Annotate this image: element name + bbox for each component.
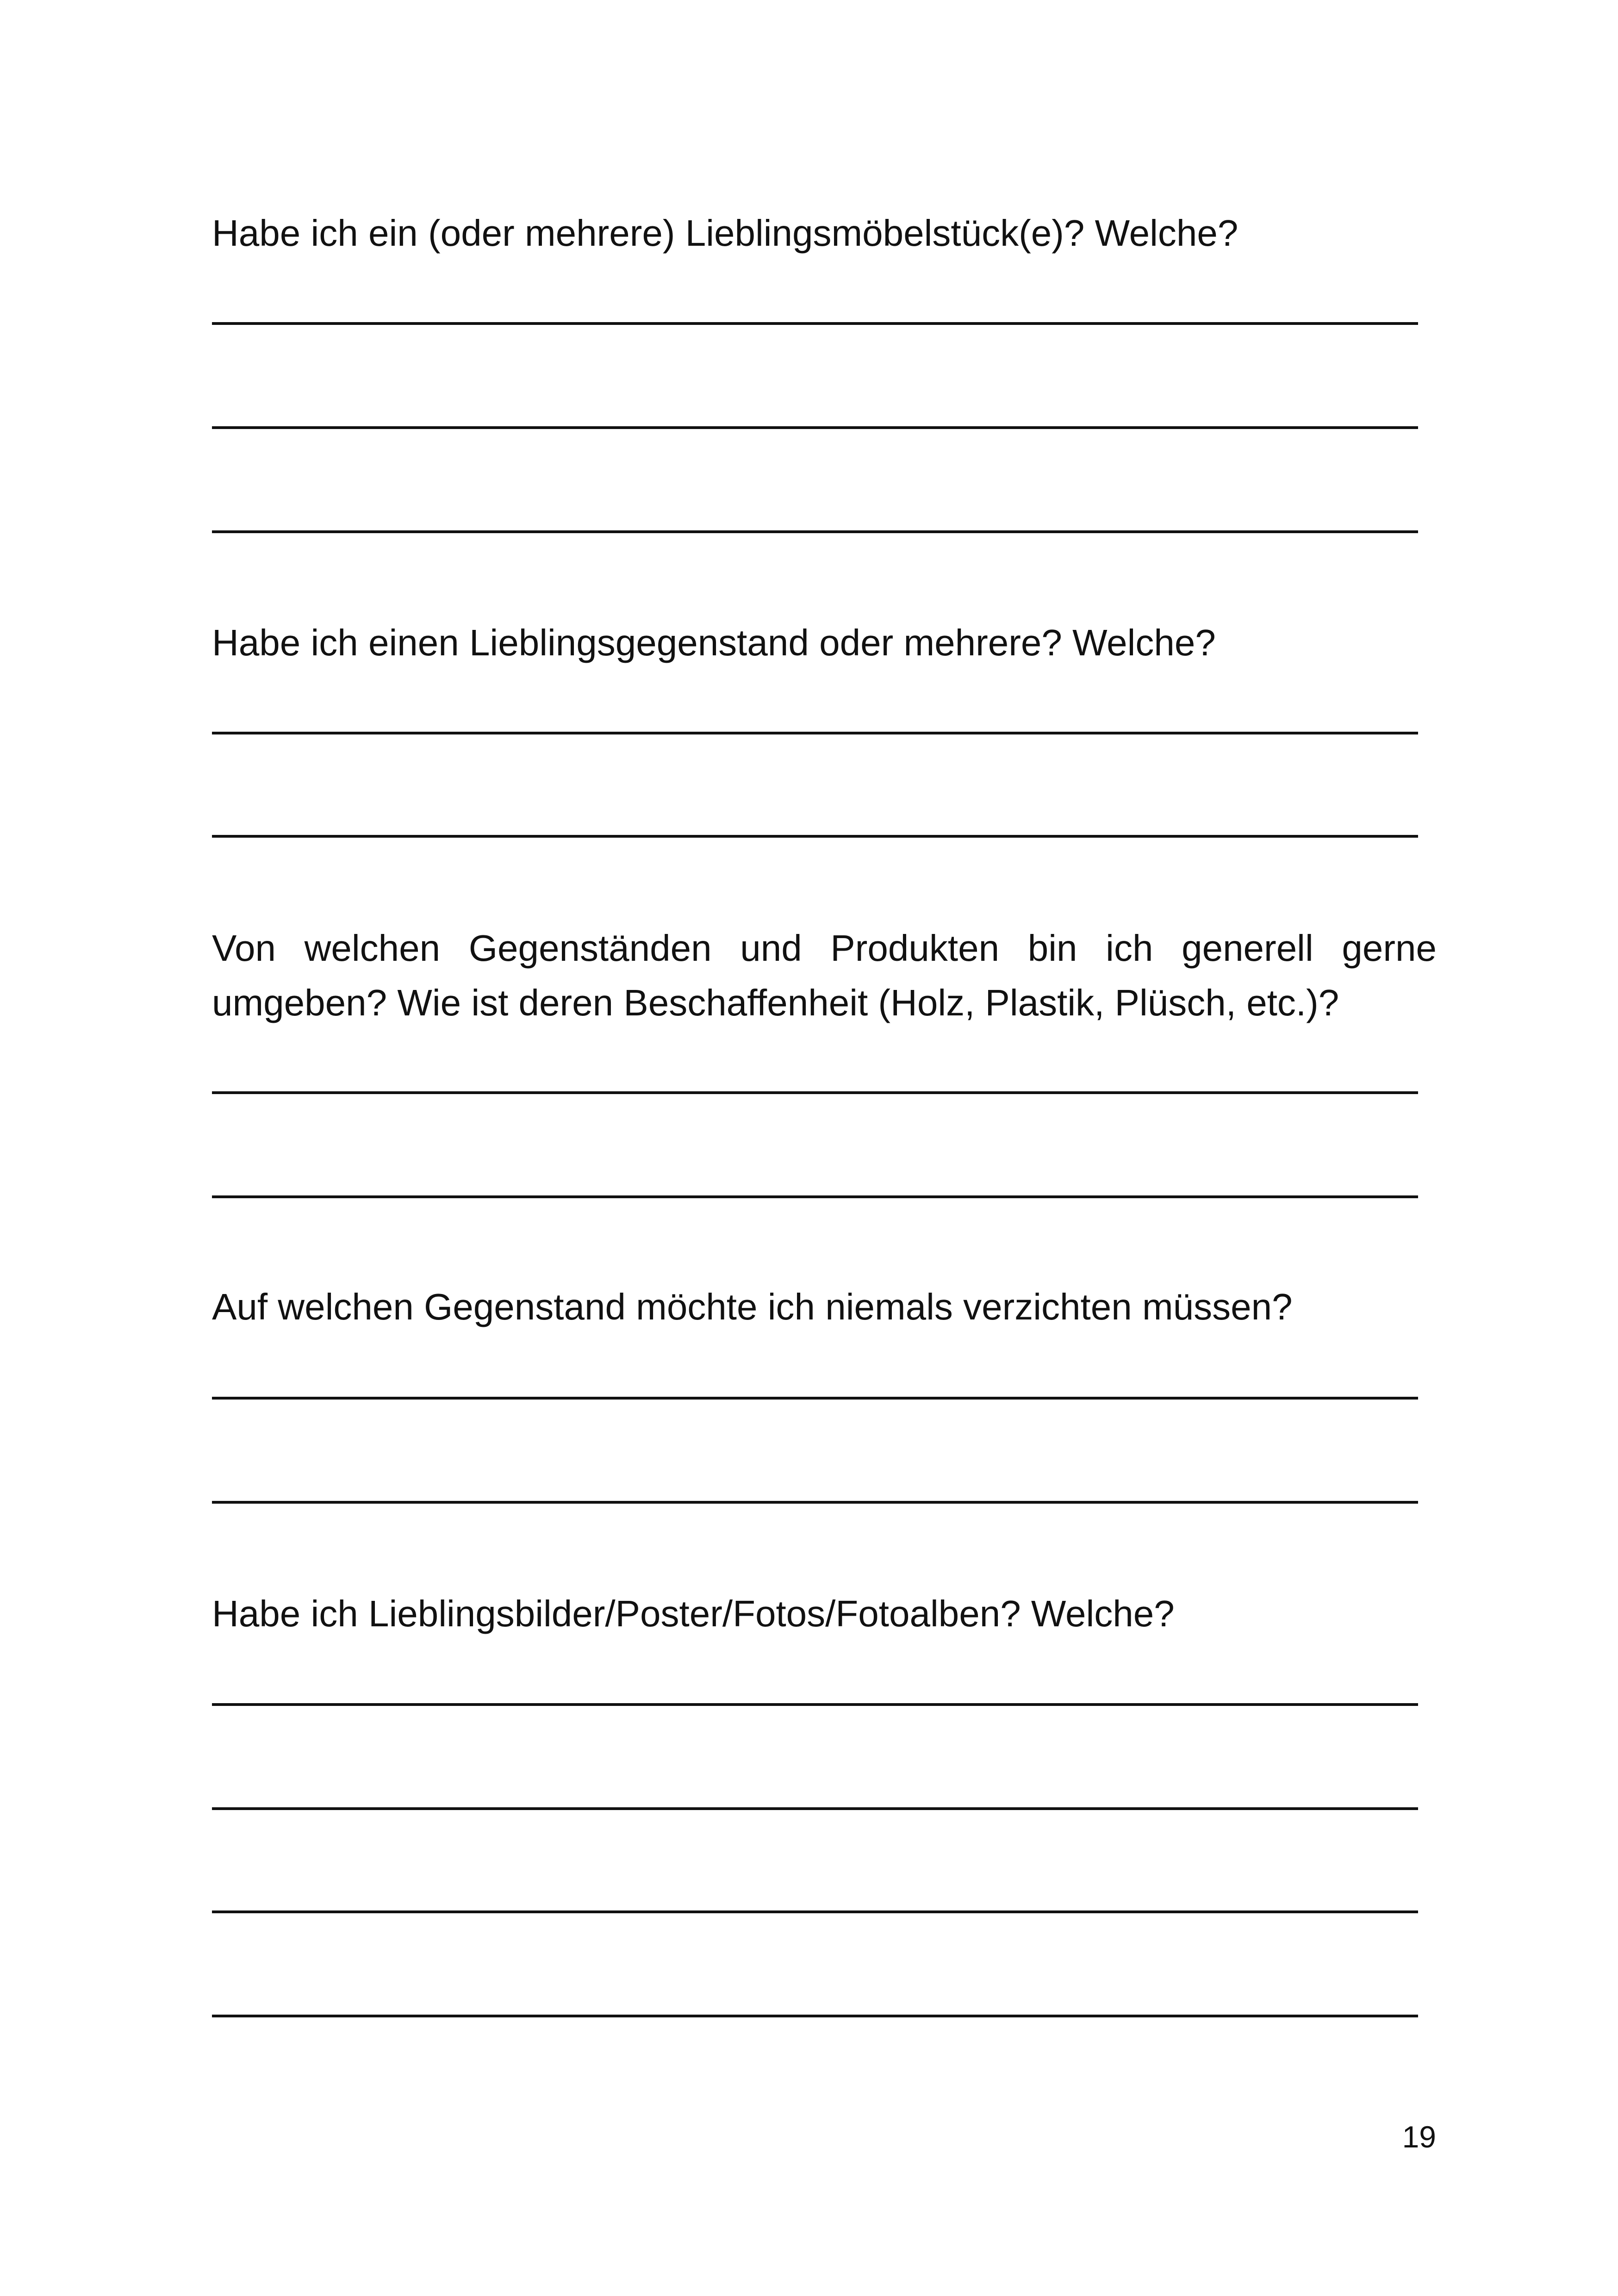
answer-line-5-3[interactable] [212,1910,1418,1913]
answer-line-5-4[interactable] [212,2015,1418,2017]
answer-line-4-1[interactable] [212,1397,1418,1400]
answer-line-5-1[interactable] [212,1703,1418,1706]
answer-line-4-2[interactable] [212,1501,1418,1504]
question-2: Habe ich einen Lieblingsgegenstand oder mehrere? Welche? [212,622,1216,663]
question-4: Auf welchen Gegenstand möchte ich niemals verzichten müssen? [212,1286,1293,1327]
answer-line-3-2[interactable] [212,1195,1418,1198]
question-5: Habe ich Lieblingsbilder/Poster/Fotos/Fotoalben? Welche? [212,1593,1175,1634]
question-3-line-2: umgeben? Wie ist deren Beschaffenheit (Holz, Plastik, Plüsch, etc.)? [212,982,1339,1023]
answer-line-2-1[interactable] [212,732,1418,734]
answer-line-2-2[interactable] [212,835,1418,838]
answer-line-1-3[interactable] [212,530,1418,533]
answer-line-5-2[interactable] [212,1807,1418,1810]
answer-line-3-1[interactable] [212,1091,1418,1094]
question-3 [212,921,1437,1030]
question-1: Habe ich ein (oder mehrere) Lieblingsmöbelstück(e)? Welche? [212,212,1238,254]
answer-line-1-2[interactable] [212,426,1418,429]
page-number: 19 [1402,2120,1436,2154]
question-3-line-1: Von welchen Gegenständen und Produkten bin ich generell gerne [212,927,1437,969]
answer-line-1-1[interactable] [212,322,1418,325]
